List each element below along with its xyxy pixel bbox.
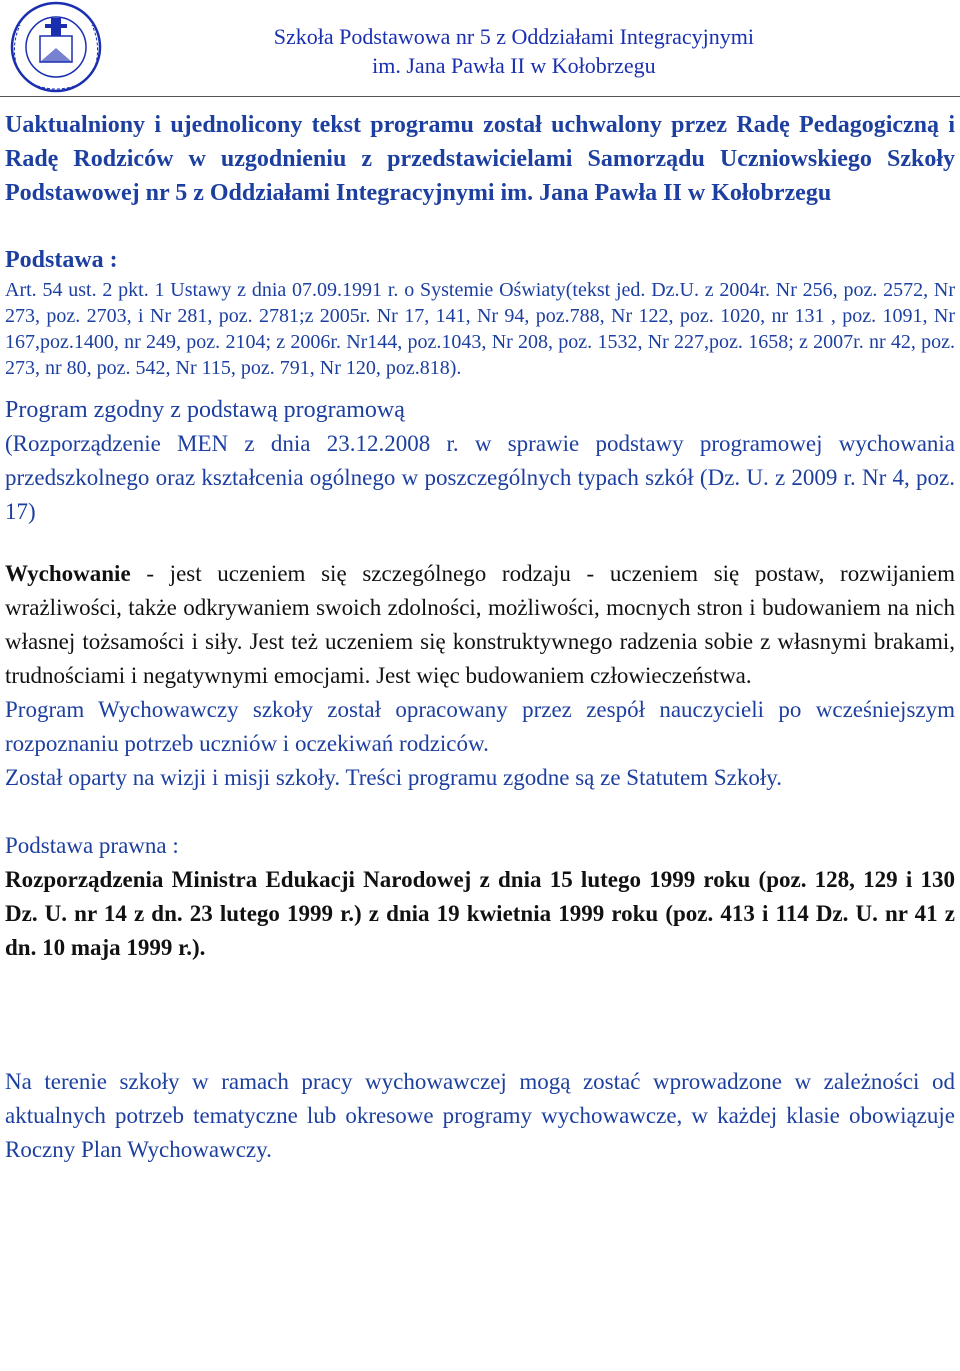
school-name-header [274,22,754,80]
page-header [0,0,960,96]
program-heading: Program zgodny z podstawą programową [5,397,405,423]
program-wychowawczy-paragraph: Program Wychowawczy szkoły został opracowany przez zespół nauczycieli po wcześniejszym rozpoznaniu potrzeb uczniów i oczekiwań rodziców. [5,697,955,756]
program-body: (Rozporządzenie MEN z dnia 23.12.2008 r. w sprawie podstawy programowej wychowania przedszkolnego oraz kształcenia ogólnego w poszczególnych typach szkół (Dz. U. z 2009 r. Nr 4, poz. 17) [5,431,955,524]
intro-paragraph: Uaktualniony i ujednolicony tekst programu został uchwalony przez Radę Pedagogiczną i Radę Rodziców w uzgodnieniu z przedstawicielami Samorządu Uczniowskiego Szkoły Podstawowej nr 5 z Oddziałami Integracyjnymi im. Jana Pawła II w Kołobrzegu [5,112,955,206]
school-seal-icon [0,0,112,96]
document-body [5,108,955,1167]
podstawa-heading: Podstawa : [5,247,118,273]
wychowanie-paragraph [5,557,955,693]
school-seal-logo [0,0,112,96]
podstawa-prawna-heading: Podstawa prawna : [5,833,179,858]
wychowanie-body: - jest uczeniem się szczególnego rodzaju - uczeniem się postaw, rozwijaniem wrażliwości, także odkrywaniem swoich zdolności, możliwości, mocnych stron i budowaniem na nich własnej tożsamości i siły. Jest też uczeniem się konstruktywnego radzenia sobie z własnymi brakami, trudnościami i negatywnymi emocjami. Jest więc budowaniem człowieczeństwa. [5,561,955,688]
closing-paragraph: Na terenie szkoły w ramach pracy wychowawczej mogą zostać wprowadzone w zależności od aktualnych potrzeb tematyczne lub okresowe programy wychowawcze, w każdej klasie obowiązuje Roczny Plan Wychowawczy. [5,1069,955,1162]
wychowanie-term: Wychowanie [5,561,131,586]
school-name-line1: Szkoła Podstawowa nr 5 z Oddziałami Integracyjnymi [273,24,754,49]
zostal-paragraph: Został oparty na wizji i misji szkoły. Treści programu zgodne są ze Statutem Szkoły. [5,765,782,790]
rozporzadzenia-paragraph: Rozporządzenia Ministra Edukacji Narodowej z dnia 15 lutego 1999 roku (poz. 128, 129 i 130 Dz. U. nr 14 z dn. 23 lutego 1999 r.) z dnia 19 kwietnia 1999 roku (poz. 413 i 114 Dz. U. nr 41 z dn. 10 maja 1999 r.). [5,867,955,960]
podstawa-body: Art. 54 ust. 2 pkt. 1 Ustawy z dnia 07.09.1991 r. o Systemie Oświaty(tekst jed. Dz.U. z 2004r. Nr 256, poz. 2572, Nr 273, poz. 2703, i Nr 281, poz. 2781;z 2005r. Nr 17, 141, Nr 94, poz.788, Nr 122, poz. 1020, nr 131 , poz. 1091, Nr 167,poz.1400, nr 249, poz. 2104; z 2006r. Nr144, poz.1043, Nr 208, poz. 1532, Nr 227,poz. 1658; z 2007r. nr 42, poz. 273, nr 80, poz. 542, Nr 115, poz. 791, Nr 120, poz.818). [5,279,955,379]
school-name-line2: im. Jana Pawła II w Kołobrzegu [372,53,656,78]
header-divider [0,96,960,97]
